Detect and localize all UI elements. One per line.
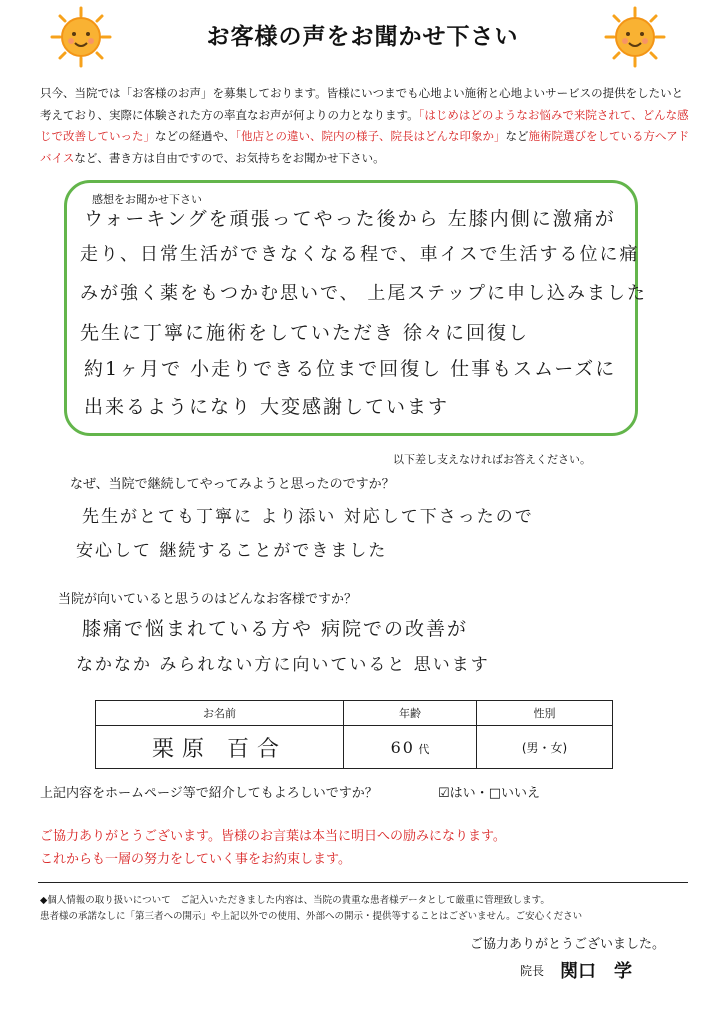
age-header: 年齢 — [344, 701, 477, 726]
impression-label: 感想をお聞かせ下さい — [92, 193, 202, 206]
no-checkbox[interactable]: □ — [488, 786, 501, 801]
name-cell — [96, 726, 344, 769]
impression-line: みが強く薬をもつかむ思いで、 上尾ステップに申し込みました — [80, 283, 647, 304]
impression-line: 走り、日常生活ができなくなる程で、車イスで生活する位に痛 — [80, 244, 640, 265]
thanks-message-1: ご協力ありがとうございます。皆様のお言葉は本当に明日への励みになります。 — [40, 829, 506, 844]
age-cell — [344, 726, 477, 769]
impression-line: ウォーキングを頑張ってやった後から 左膝内側に激痛が — [84, 208, 616, 230]
question-1: なぜ、当院で継続してやってみようと思ったのですか？ — [70, 477, 395, 492]
intro-text: など、書き方は自由ですので、お気持ちをお聞かせ下さい。 — [74, 150, 385, 165]
signature-role: 院長 — [520, 964, 545, 978]
option-separator: ・ — [475, 786, 489, 801]
gender-cell — [477, 726, 613, 769]
intro-text: などの経過や、 — [155, 129, 236, 143]
no-label: いいえ — [500, 786, 540, 801]
name-value: 栗原 百合 — [152, 736, 287, 762]
privacy-note-2: 患者様の承諾なしに「第三者への開示」や上記以外での使用、外部への開示・提供等することはございません。ご安心ください — [40, 911, 583, 922]
name-header: お名前 — [96, 701, 344, 726]
question-2: 当院が向いていると思うのはどんなお客様ですか？ — [58, 592, 358, 607]
gender-header: 性別 — [477, 701, 613, 726]
intro-text: 只今、当院では「お客様のお声」を募集しております。皆様にいつまでも心地よい施術と心地よいサービスの提供をしたいと考えており、実際に体験された方の率直なお声が何よりの力となります。 — [40, 86, 684, 122]
impression-line: 出来るようになり 大変感謝しています — [84, 396, 450, 418]
intro-highlight-3: 施術院選びをしている方へアドバイス — [40, 129, 690, 165]
gender-value: (男・女) — [521, 740, 568, 755]
yes-checkbox[interactable]: ☑ — [438, 786, 450, 801]
age-unit: 代 — [418, 742, 430, 756]
answer-1-line: 先生がとても丁寧に より添い 対応して下さったので — [82, 507, 534, 527]
impression-line: 約1ヶ月で 小走りできる位まで回復し 仕事もスムーズに — [84, 358, 617, 380]
consent-options — [438, 782, 540, 801]
intro-text: など — [505, 129, 529, 143]
answer-2-line: 膝痛で悩まれている方や 病院での改善が — [82, 618, 469, 640]
page-title: お客様の声をお聞かせ下さい — [206, 24, 519, 50]
divider — [38, 882, 688, 883]
answer-1-line: 安心して 継続することができました — [76, 541, 388, 561]
impression-line: 先生に丁寧に施術をしていただき 徐々に回復し — [80, 322, 530, 344]
optional-note: 以下差し支えなければお答えください。 — [393, 453, 591, 466]
answer-2-line: なかなか みられない方に向いていると 思います — [76, 655, 490, 675]
consent-question: 上記内容をホームページ等で紹介してもよろしいですか？ — [40, 786, 378, 801]
yes-label: はい — [449, 786, 476, 801]
intro-highlight-2: 「他店との違い、院内の様子、院長はどんな印象か」 — [235, 129, 506, 143]
thanks-message-2: これからも一層の努力をしていく事をお約束します。 — [40, 852, 351, 867]
closing-text: ご協力ありがとうございました。 — [469, 937, 665, 952]
intro-paragraph — [40, 83, 690, 169]
privacy-note-1: ◆個人情報の取り扱いについて ご記入いただきました内容は、当院の貴重な患者様データとして厳重に管理致します。 — [40, 895, 550, 906]
signature-name: 関口 学 — [560, 961, 632, 982]
intro-highlight-1: 「はじめはどのようなお悩みで来院されて、どんな感じで改善していった」 — [40, 107, 689, 143]
age-value: 60 — [390, 737, 415, 757]
info-table — [95, 700, 613, 769]
